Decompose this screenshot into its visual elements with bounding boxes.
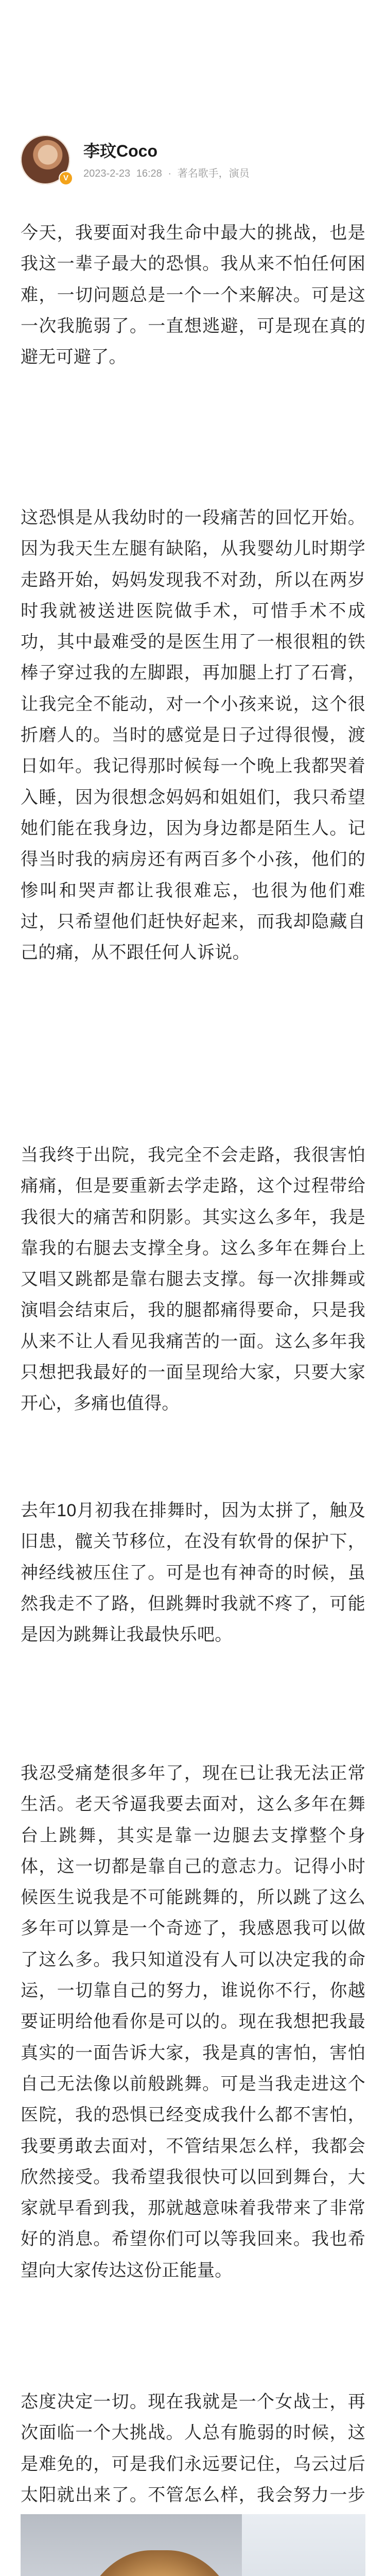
author-title: 著名歌手，演员 xyxy=(177,168,250,179)
article-paragraph: 当我终于出院，我完全不会走路，我很害怕痛痛，但是要重新去学走路，这个过程带给我很大的痛苦和阴影。其实这么多年，我是靠我的右腿去支撑全身。这么多年在舞台上又唱又跳都是靠右腿去支撑。每一次排舞或演唱会结束后，我的腿都痛得要命，只是我从来不让人看见我痛苦的一面。这么多年我只想把我最好的一面呈现给大家，只要大家开心，多痛也值得。 xyxy=(21,1145,365,1414)
author-header xyxy=(21,135,365,197)
meta-separator: · xyxy=(168,168,172,179)
post-time: 16:28 xyxy=(136,168,162,179)
photo-hair xyxy=(77,2550,242,2576)
post-date: 2023-2-23 xyxy=(83,168,131,179)
article-paragraph: 去年10月初我在排舞时，因为太拼了，触及旧患，髋关节移位，在没有软骨的保护下，神经线被压住了。可是也有神奇的时候，虽然我走不了路，但跳舞时我就不疼了，可能是因为跳舞让我最快乐吧。 xyxy=(21,1501,365,1645)
author-name[interactable]: 李玟Coco xyxy=(83,142,158,160)
article-paragraph: 今天，我要面对我生命中最大的挑战，也是我这一辈子最大的恐惧。我从来不怕任何困难，一切问题总是一个一个来解决。可是这一次我脆弱了。一直想逃避，可是现在真的避无可避了。 xyxy=(21,223,365,367)
verified-badge-icon: V xyxy=(59,171,73,185)
article-photo[interactable] xyxy=(21,2514,365,2576)
photo-window xyxy=(242,2514,365,2576)
author-meta xyxy=(83,165,253,180)
article-body xyxy=(21,217,365,2576)
article-paragraph: 这恐惧是从我幼时的一段痛苦的回忆开始。因为我天生左腿有缺陷，从我婴幼儿时期学走路开始，妈妈发现我不对劲，所以在两岁时我就被送进医院做手术，可惜手术不成功，其中最难受的是医生用了一根很粗的铁棒子穿过我的左脚跟，再加腿上打了石膏，让我完全不能动，对一个小孩来说，这个很折磨人的。当时的感觉是日子过得很慢，渡日如年。我记得那时候每一个晚上我都哭着入睡，因为很想念妈妈和姐姐们，我只希望她们能在我身边，因为身边都是陌生人。记得当时我的病房还有两百多个小孩，他们的惨叫和哭声都让我很难忘，也很为他们难过，只希望他们赶快好起来，而我却隐藏自己的痛，从不跟任何人诉说。 xyxy=(21,508,365,963)
article-paragraph: 我忍受痛楚很多年了，现在已让我无法正常生活。老天爷逼我要去面对，这么多年在舞台上跳舞，其实是靠一边腿去支撑整个身体，这一切都是靠自己的意志力。记得小时候医生说我是不可能跳舞的，所以跳了这么多年可以算是一个奇迹了，我感恩我可以做了这么多。我只知道没有人可以决定我的命运，一切靠自己的努力，谁说你不行，你越要证明给他看你是可以的。现在我想把我最真实的一面告诉大家，我是真的害怕，害怕自己无法像以前般跳舞。可是当我走进这个医院，我的恐惧已经变成我什么都不害怕，我要勇敢去面对，不管结果怎么样，我都会欣然接受。我希望我很快可以回到舞台，大家就早看到我，那就越意味着我带来了非常好的消息。希望你们可以等我回来。我也希望向大家传达这份正能量。 xyxy=(21,1764,365,2280)
article-paragraph: 态度决定一切。现在我就是一个女战士，再次面临一个大挑战。人总有脆弱的时候，这是难免的，可是我们永远要记住，乌云过后太阳就出来了。不管怎么样，我会努力一步 xyxy=(21,2392,365,2505)
